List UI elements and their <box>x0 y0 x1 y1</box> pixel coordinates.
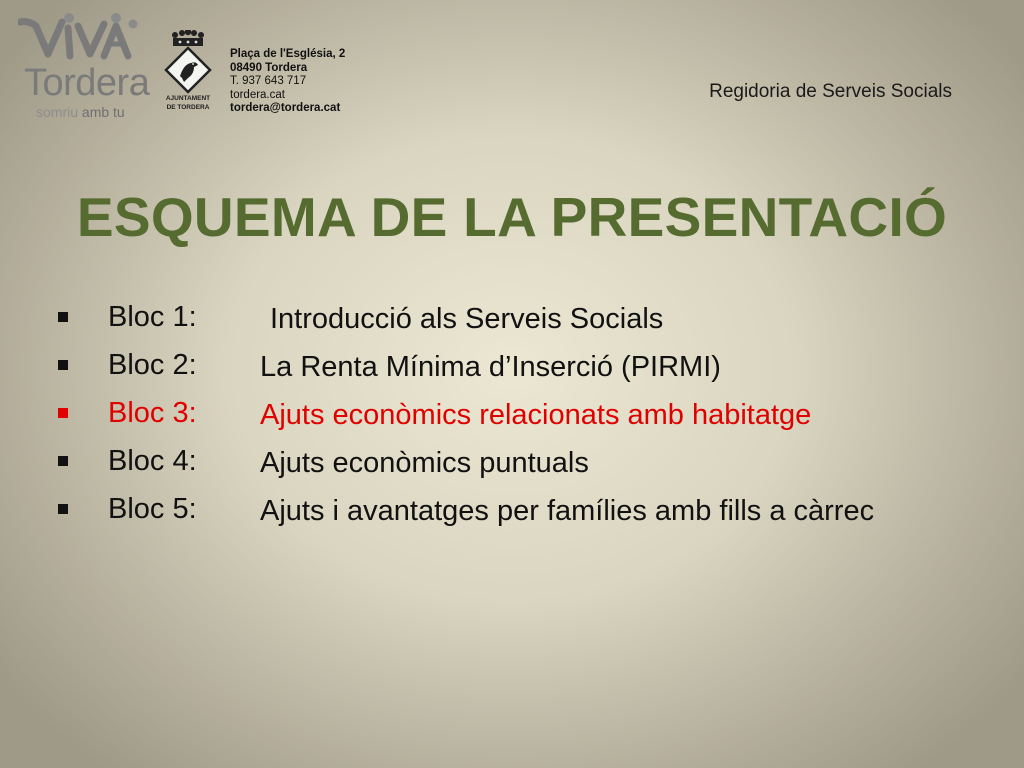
address-email: tordera@tordera.cat <box>230 102 341 114</box>
block-description: Ajuts econòmics puntuals <box>260 447 589 479</box>
address-phone: T. 937 643 717 <box>230 75 307 87</box>
slide-title: ESQUEMA DE LA PRESENTACIÓ <box>76 186 948 248</box>
logo-wordmark: Tordera <box>24 62 150 104</box>
logo-tagline-bold: amb tu <box>81 104 125 120</box>
crest-label-line2: DE TORDERA <box>166 104 210 111</box>
block-item-3 <box>58 391 978 439</box>
crest-label <box>160 94 216 112</box>
square-bullet-icon <box>58 504 68 514</box>
address-block <box>230 48 345 116</box>
block-item-1 <box>58 295 978 343</box>
block-label: Bloc 4: <box>108 445 197 477</box>
square-bullet-icon <box>58 360 68 370</box>
block-item-5 <box>58 487 978 583</box>
block-description: Ajuts econòmics relacionats amb habitatge <box>260 399 812 431</box>
crest-label-line1: AJUNTAMENT <box>165 95 211 102</box>
viva-tordera-logo <box>18 12 158 122</box>
square-bullet-icon <box>58 312 68 322</box>
square-bullet-icon <box>58 408 68 418</box>
logo-tagline <box>36 105 125 119</box>
block-description: Ajuts i avantatges per famílies amb fills a càrrec <box>260 495 875 527</box>
logo-tagline-plain: somriu <box>36 104 79 120</box>
block-label: Bloc 2: <box>108 349 197 381</box>
block-item-4 <box>58 439 978 487</box>
block-list <box>58 295 978 583</box>
address-street: Plaça de l'Església, 2 <box>230 48 346 60</box>
square-bullet-icon <box>58 456 68 466</box>
crest-shield-icon <box>160 30 216 94</box>
block-description: Introducció als Serveis Socials <box>270 303 664 335</box>
block-label: Bloc 3: <box>108 397 197 429</box>
block-label: Bloc 1: <box>108 301 197 333</box>
department-name: Regidoria de Serveis Socials <box>709 81 952 102</box>
ajuntament-crest <box>160 30 216 120</box>
address-web: tordera.cat <box>230 88 285 101</box>
block-description: La Renta Mínima d’Inserció (PIRMI) <box>260 351 721 383</box>
block-label: Bloc 5: <box>108 493 197 525</box>
block-item-2 <box>58 343 978 391</box>
address-postal: 08490 Tordera <box>230 61 308 74</box>
